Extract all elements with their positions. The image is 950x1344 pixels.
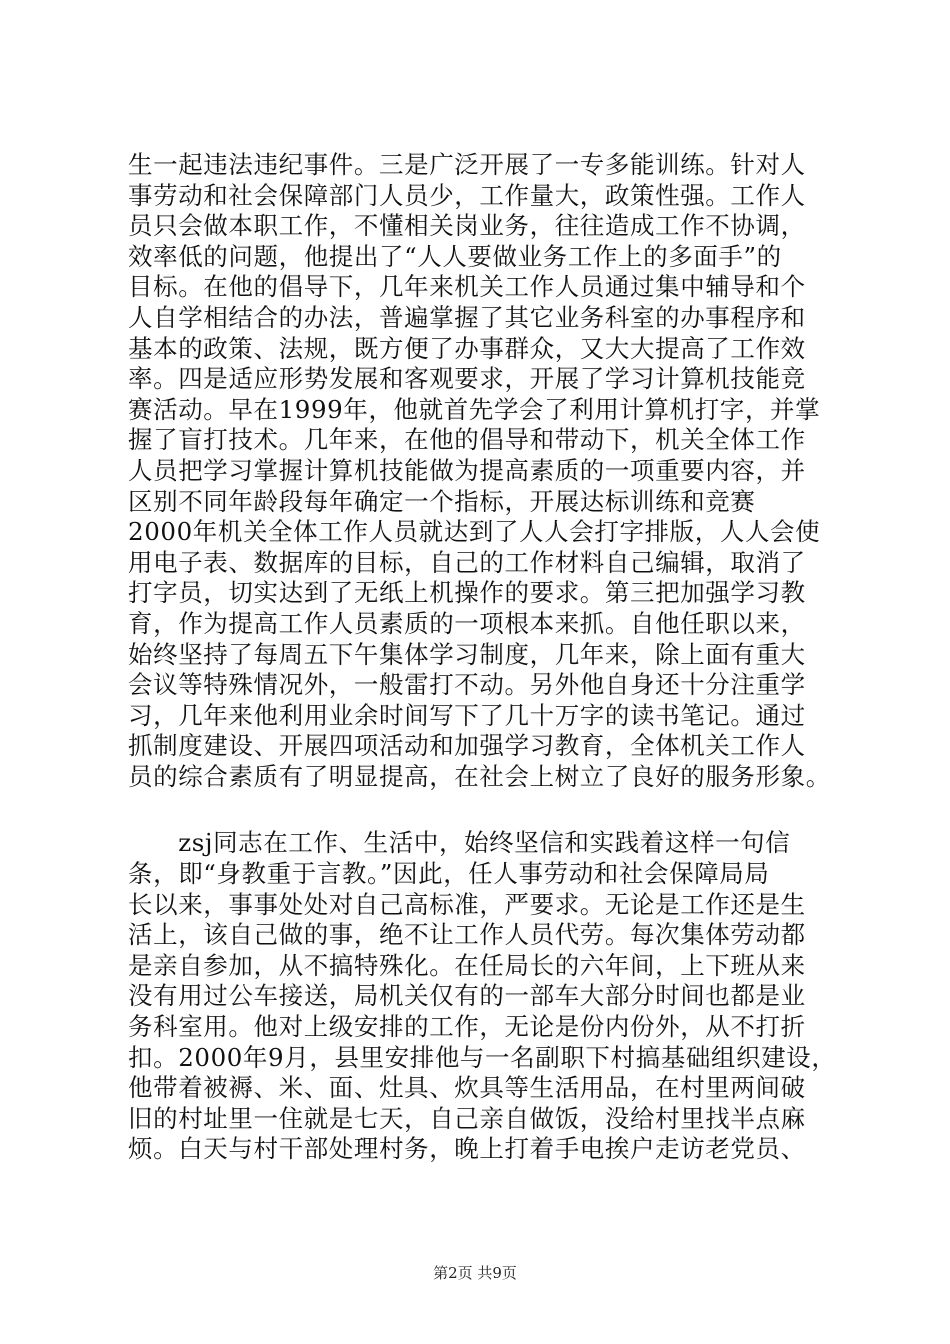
text-line: 握了盲打技术。几年来，在他的倡导和带动下，机关全体工作 (128, 425, 806, 455)
text-line: 始终坚持了每周五下午集体学习制度，几年来，除上面有重大 (128, 639, 806, 669)
text-line: 打字员，切实达到了无纸上机操作的要求。第三把加强学习教 (128, 578, 806, 608)
paragraph-1 (128, 150, 853, 792)
text-line: 人员把学习掌握计算机技能做为提高素质的一项重要内容，并 (128, 455, 806, 485)
text-line: 扣。2000年9月，县里安排他与一名副职下村搞基础组织建设， (128, 1042, 837, 1072)
text-line: 2000年机关全体工作人员就达到了人人会打字排版，人人会使 (128, 517, 821, 547)
text-line: 事劳动和社会保障部门人员少，工作量大，政策性强。工作人 (128, 180, 806, 210)
text-line: 务科室用。他对上级安排的工作，无论是份内份外，从不打折 (128, 1012, 806, 1042)
text-line: 赛活动。早在1999年，他就首先学会了利用计算机打字，并掌 (128, 394, 821, 424)
paragraph-2 (128, 828, 853, 1165)
paragraph-gap (128, 792, 853, 828)
text-line: 是亲自参加，从不搞特殊化。在任局长的六年间，上下班从来 (128, 950, 806, 980)
text-line: 用电子表、数据库的目标，自己的工作材料自己编辑，取消了 (128, 547, 806, 577)
text-line: 生一起违法违纪事件。三是广泛开展了一专多能训练。针对人 (128, 150, 806, 179)
text-line: 区别不同年龄段每年确定一个指标，开展达标训练和竞赛 (128, 486, 756, 516)
text-line: zsj同志在工作、生活中，始终坚信和实践着这样一句信 (128, 828, 791, 858)
text-line: 员的综合素质有了明显提高，在社会上树立了良好的服务形象。 (128, 761, 831, 791)
text-line: 会议等特殊情况外，一般雷打不动。另外他自身还十分注重学 (128, 670, 806, 700)
text-line: 长以来，事事处处对自己高标准，严要求。无论是工作还是生 (128, 889, 806, 919)
text-line: 率。四是适应形势发展和客观要求，开展了学习计算机技能竞 (128, 364, 806, 394)
text-line: 烦。白天与村干部处理村务，晚上打着手电挨户走访老党员、 (128, 1134, 806, 1164)
page-number-footer: 第2页 共9页 (433, 1264, 517, 1282)
text-line: 目标。在他的倡导下，几年来机关工作人员通过集中辅导和个 (128, 272, 806, 302)
text-line: 人自学相结合的办法，普遍掌握了其它业务科室的办事程序和 (128, 302, 806, 332)
text-line: 习，几年来他利用业余时间写下了几十万字的读书笔记。通过 (128, 700, 806, 730)
text-line: 他带着被褥、米、面、灶具、炊具等生活用品，在村里两间破 (128, 1073, 806, 1103)
text-line: 条，即“身教重于言教。”因此，任人事劳动和社会保障局局 (128, 859, 770, 889)
text-line: 旧的村址里一住就是七天，自己亲自做饭，没给村里找半点麻 (128, 1103, 806, 1133)
text-line: 基本的政策、法规，既方便了办事群众，又大大提高了工作效 (128, 333, 806, 363)
document-body (128, 150, 853, 1165)
text-line: 员只会做本职工作，不懂相关岗业务，往往造成工作不协调， (128, 211, 806, 241)
text-line: 育，作为提高工作人员素质的一项根本来抓。自他任职以来， (128, 608, 806, 638)
text-line: 效率低的问题，他提出了“人人要做业务工作上的多面手”的 (128, 241, 782, 271)
text-line: 没有用过公车接送，局机关仅有的一部车大部分时间也都是业 (128, 981, 806, 1011)
text-line: 活上，该自己做的事，绝不让工作人员代劳。每次集体劳动都 (128, 920, 806, 950)
text-line: 抓制度建设、开展四项活动和加强学习教育，全体机关工作人 (128, 731, 806, 761)
